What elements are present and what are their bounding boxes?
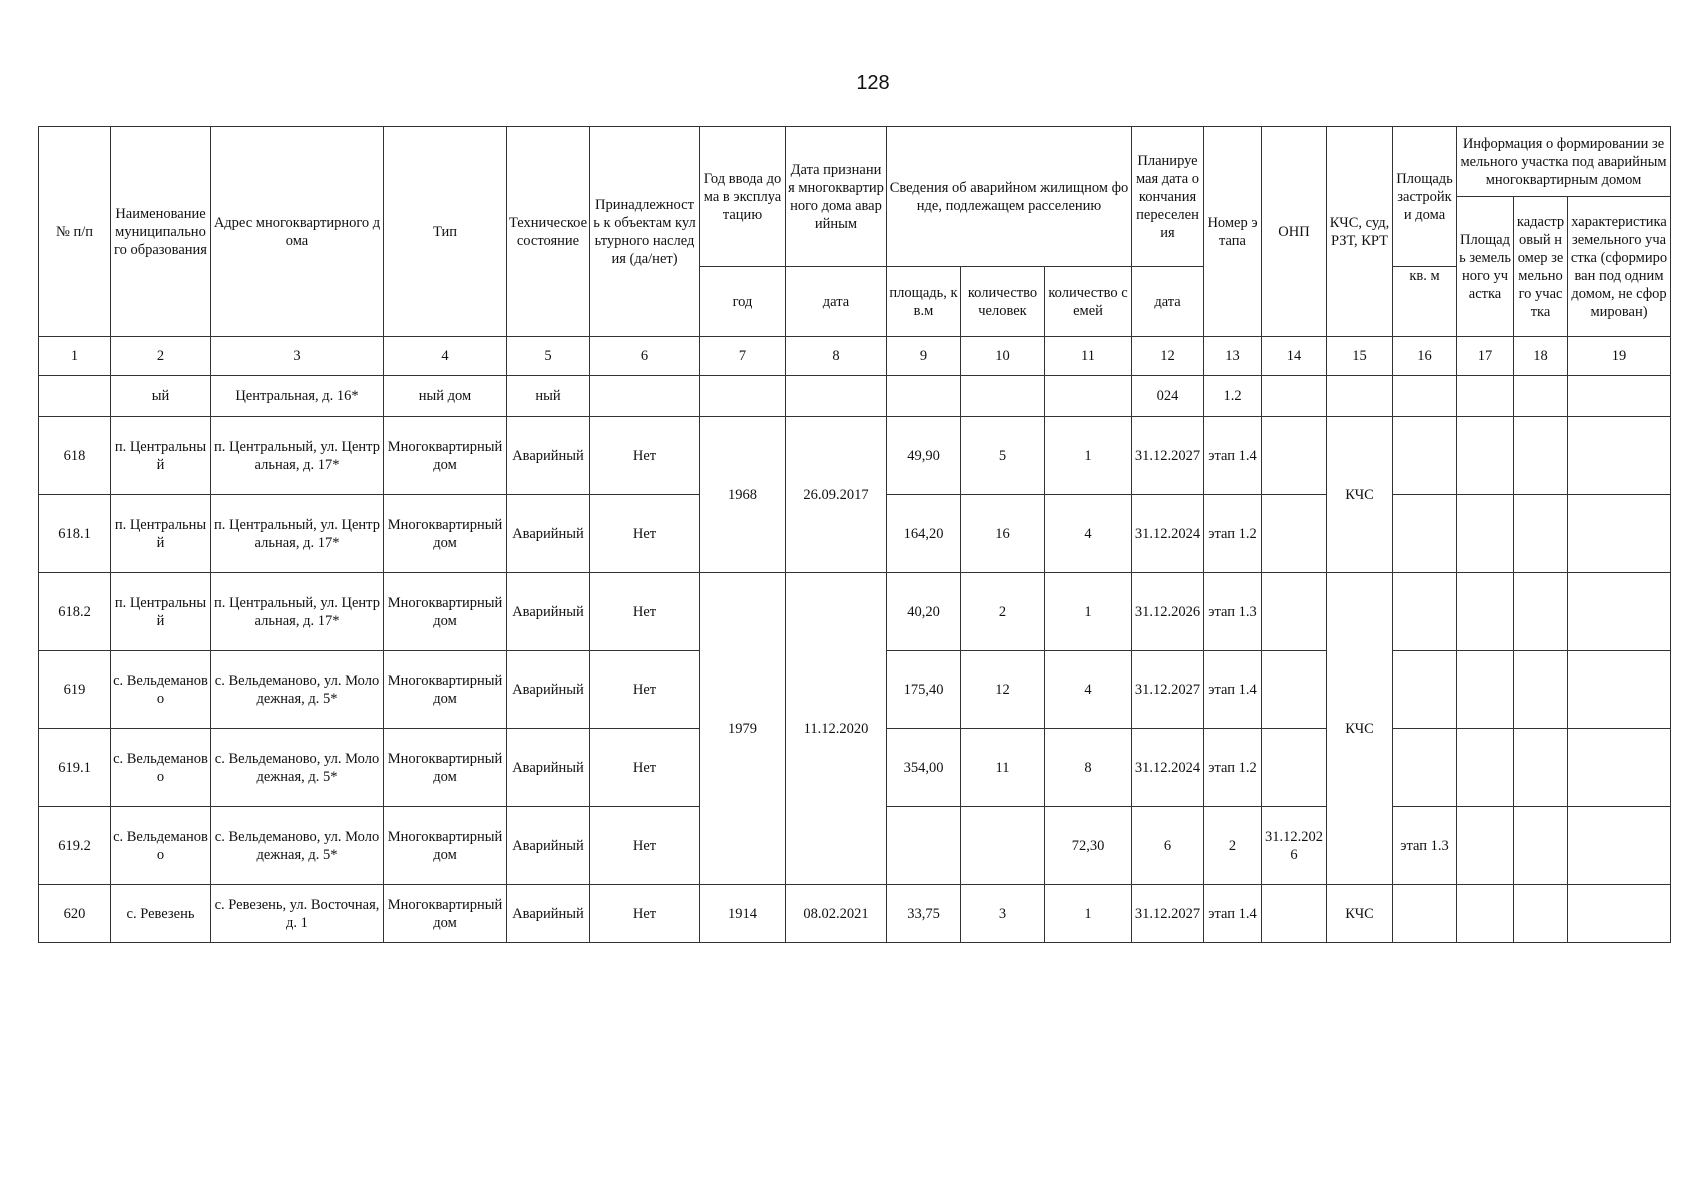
cell-condition: Аварийный — [507, 495, 590, 573]
cell-type: Многоквартирный дом — [384, 885, 507, 943]
header-heritage: Принадлежность к объектам культурного наследия (да/нет) — [590, 127, 700, 337]
cell-kchs: КЧС — [1327, 885, 1393, 943]
cell-planned-end: 31.12.2027 — [1132, 417, 1204, 495]
emergency-housing-table — [38, 126, 1671, 943]
table-row — [39, 885, 1671, 943]
header-municipality: Наименование муниципального образования — [111, 127, 211, 337]
cell-year: 1968 — [700, 417, 786, 573]
header-condition: Техническое состояние — [507, 127, 590, 337]
header-land-area: Площадь земельного участка — [1457, 197, 1514, 337]
cell-area: 49,90 — [887, 417, 961, 495]
cell-kchs: КЧС — [1327, 417, 1393, 573]
cell-families: 4 — [1045, 651, 1132, 729]
cell-area: 72,30 — [1045, 807, 1132, 885]
cell-area: 175,40 — [887, 651, 961, 729]
cell-municipality: с. Вельдеманово — [111, 807, 211, 885]
header-info-group: Сведения об аварийном жилищном фонде, подлежащем расселению — [887, 127, 1132, 267]
cell-families: 1 — [1045, 885, 1132, 943]
cell-families: 2 — [1204, 807, 1262, 885]
col-number: 4 — [384, 337, 507, 376]
cell-stage: этап 1.3 — [1204, 573, 1262, 651]
cell-num: 619.2 — [39, 807, 111, 885]
col-number: 18 — [1514, 337, 1568, 376]
col-number: 3 — [211, 337, 384, 376]
cell-municipality: с. Вельдеманово — [111, 651, 211, 729]
cell-families: 1 — [1045, 417, 1132, 495]
cell-people: 3 — [961, 885, 1045, 943]
header-type: Тип — [384, 127, 507, 337]
cell-people: 16 — [961, 495, 1045, 573]
cell-date: 08.02.2021 — [786, 885, 887, 943]
col-number: 16 — [1393, 337, 1457, 376]
cell-people: 6 — [1132, 807, 1204, 885]
cell-num: 620 — [39, 885, 111, 943]
cell-num: 618.1 — [39, 495, 111, 573]
cell-heritage: Нет — [590, 573, 700, 651]
cell-type: Многоквартирный дом — [384, 651, 507, 729]
cell-type: Многоквартирный дом — [384, 495, 507, 573]
cell-municipality: с. Вельдеманово — [111, 729, 211, 807]
header-cadastral: кадастровый номер земельного участка — [1514, 197, 1568, 337]
cell-heritage: Нет — [590, 495, 700, 573]
cell-families: 4 — [1045, 495, 1132, 573]
table-row — [39, 417, 1671, 495]
cell-municipality: п. Центральный — [111, 417, 211, 495]
continuation-row — [39, 376, 1671, 417]
cell-stage: этап 1.4 — [1204, 885, 1262, 943]
col-number: 6 — [590, 337, 700, 376]
cell-type: Многоквартирный дом — [384, 573, 507, 651]
cell-families: 1 — [1045, 573, 1132, 651]
header-stage-no: Номер этапа — [1204, 127, 1262, 337]
header-sub-year: год — [700, 267, 786, 337]
cell-families: 8 — [1045, 729, 1132, 807]
cell-address: с. Вельдеманово, ул. Молодежная, д. 5* — [211, 807, 384, 885]
header-unit-16: кв. м — [1393, 267, 1457, 337]
col-number: 12 — [1132, 337, 1204, 376]
cell-heritage: Нет — [590, 417, 700, 495]
cell-address: Центральная, д. 16* — [211, 376, 384, 417]
cell-stage: этап 1.3 — [1393, 807, 1457, 885]
cell-area: 40,20 — [887, 573, 961, 651]
cell-people: 2 — [961, 573, 1045, 651]
cell-heritage: Нет — [590, 885, 700, 943]
col-number: 15 — [1327, 337, 1393, 376]
table-row — [39, 573, 1671, 651]
col-number: 14 — [1262, 337, 1327, 376]
header-sub-families: количество семей — [1045, 267, 1132, 337]
cell-municipality: ый — [111, 376, 211, 417]
header-onp: ОНП — [1262, 127, 1327, 337]
cell-municipality: п. Центральный — [111, 495, 211, 573]
cell-heritage: Нет — [590, 651, 700, 729]
cell-type: Многоквартирный дом — [384, 417, 507, 495]
cell-condition: Аварийный — [507, 417, 590, 495]
col-number: 7 — [700, 337, 786, 376]
cell-stage: этап 1.2 — [1204, 729, 1262, 807]
header-num: № п/п — [39, 127, 111, 337]
cell-people: 12 — [961, 651, 1045, 729]
header-row-1 — [39, 127, 1671, 162]
cell-num: 618.2 — [39, 573, 111, 651]
header-sub-area: площадь, кв.м — [887, 267, 961, 337]
header-kchs: КЧС, суд, РЗТ, КРТ — [1327, 127, 1393, 337]
header-recognition-date: Дата признания многоквартирного дома аварийным — [786, 127, 887, 267]
cell-municipality: с. Ревезень — [111, 885, 211, 943]
cell-condition: Аварийный — [507, 651, 590, 729]
col-number: 11 — [1045, 337, 1132, 376]
header-year: Год ввода дома в эксплуатацию — [700, 127, 786, 267]
col-number: 2 — [111, 337, 211, 376]
cell-address: п. Центральный, ул. Центральная, д. 17* — [211, 573, 384, 651]
header-planned-end: Планируемая дата окончания переселения — [1132, 127, 1204, 267]
cell-stage: этап 1.4 — [1204, 417, 1262, 495]
header-sub-people: количество человек — [961, 267, 1045, 337]
cell-stage: этап 1.4 — [1204, 651, 1262, 729]
col-number: 9 — [887, 337, 961, 376]
cell-num: 619 — [39, 651, 111, 729]
cell-year: 1914 — [700, 885, 786, 943]
header-sub-plan-date: дата — [1132, 267, 1204, 337]
header-land-group: Информация о формировании земельного участка под аварийным многоквартирным домом — [1457, 127, 1671, 197]
cell-heritage: Нет — [590, 729, 700, 807]
cell-address: с. Вельдеманово, ул. Молодежная, д. 5* — [211, 729, 384, 807]
cell-condition: ный — [507, 376, 590, 417]
cell-area: 354,00 — [887, 729, 961, 807]
cell-planned-end: 31.12.2026 — [1132, 573, 1204, 651]
cell-type: Многоквартирный дом — [384, 807, 507, 885]
header-land-char: характеристика земельного участка (сформирован под одним домом, не сформирован) — [1568, 197, 1671, 337]
cell-type: ный дом — [384, 376, 507, 417]
cell-address: п. Центральный, ул. Центральная, д. 17* — [211, 495, 384, 573]
cell-heritage: Нет — [590, 807, 700, 885]
cell-address: с. Вельдеманово, ул. Молодежная, д. 5* — [211, 651, 384, 729]
col-number: 17 — [1457, 337, 1514, 376]
column-number-row — [39, 337, 1671, 376]
cell-condition: Аварийный — [507, 807, 590, 885]
cell-date: 11.12.2020 — [786, 573, 887, 885]
cell-address: с. Ревезень, ул. Восточная, д. 1 — [211, 885, 384, 943]
cell-planned-end: 31.12.2027 — [1132, 651, 1204, 729]
cell-municipality: п. Центральный — [111, 573, 211, 651]
cell-kchs: КЧС — [1327, 573, 1393, 885]
cell-condition: Аварийный — [507, 573, 590, 651]
cell-area: 164,20 — [887, 495, 961, 573]
header-address: Адрес многоквартирного дома — [211, 127, 384, 337]
page-number: 128 — [856, 72, 890, 94]
cell-planned-end: 024 — [1132, 376, 1204, 417]
col-number: 19 — [1568, 337, 1671, 376]
cell-num: 618 — [39, 417, 111, 495]
cell-people: 11 — [961, 729, 1045, 807]
cell-people: 5 — [961, 417, 1045, 495]
cell-year: 1979 — [700, 573, 786, 885]
col-number: 10 — [961, 337, 1045, 376]
col-number: 1 — [39, 337, 111, 376]
header-sub-date: дата — [786, 267, 887, 337]
cell-date: 26.09.2017 — [786, 417, 887, 573]
cell-num: 619.1 — [39, 729, 111, 807]
cell-condition: Аварийный — [507, 885, 590, 943]
cell-stage: этап 1.2 — [1204, 495, 1262, 573]
cell-area: 33,75 — [887, 885, 961, 943]
cell-stage: 1.2 — [1204, 376, 1262, 417]
cell-address: п. Центральный, ул. Центральная, д. 17* — [211, 417, 384, 495]
cell-condition: Аварийный — [507, 729, 590, 807]
cell-type: Многоквартирный дом — [384, 729, 507, 807]
cell-planned-end: 31.12.2027 — [1132, 885, 1204, 943]
col-number: 13 — [1204, 337, 1262, 376]
col-number: 5 — [507, 337, 590, 376]
cell-planned-end: 31.12.2026 — [1262, 807, 1327, 885]
header-built-area: Площадь застройки дома — [1393, 127, 1457, 267]
cell-planned-end: 31.12.2024 — [1132, 729, 1204, 807]
col-number: 8 — [786, 337, 887, 376]
cell-planned-end: 31.12.2024 — [1132, 495, 1204, 573]
